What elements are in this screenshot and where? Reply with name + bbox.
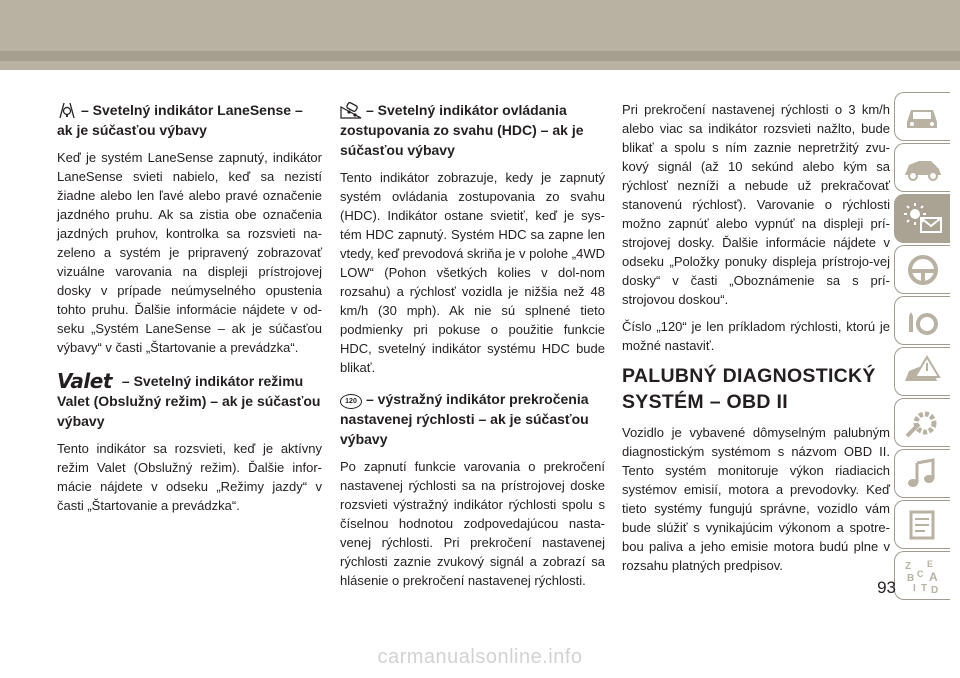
page-number: 93 [877, 578, 896, 597]
top-color-band [0, 0, 960, 70]
tab-index[interactable] [894, 551, 950, 600]
lanesense-icon [57, 101, 77, 119]
lanesense-heading [57, 100, 322, 140]
speed-warning-text-continued: Pri prekročení nastavenej rýchlosti o 3 km/h alebo viac sa indikátor rozsvieti nažlto, bude blikať a spolu s ním zaznie nepretržitý zvu-kový signál (až 10 sekúnd alebo kým sa rýchlosť nezníži a nebude už prekračovať stanovenú rýchlosť). Varovanie o rýchlosti možno zapnúť alebo vypnúť na displeji prí-strojovej dosky. Ďalšie informácie nájdete v odseku „Položky ponuky displeja prístrojo-vej dosky“ v časti „Oboznámenie sa s prí-strojovou doskou“. [622, 102, 890, 307]
watermark: carmanualsonline.info [377, 646, 583, 668]
column-2 [340, 100, 605, 598]
valet-logo-icon: Valet [57, 369, 112, 393]
tab-warning-lights[interactable] [894, 194, 950, 243]
index-letter: C [917, 569, 924, 579]
lanesense-heading-text: – Svetelný indikátor LaneSense – ak je súčasťou výbavy [57, 102, 303, 138]
top-band-strip [0, 51, 960, 61]
music-note-icon [901, 455, 945, 493]
tab-steering-wheel[interactable] [894, 245, 950, 294]
tab-car-side[interactable] [894, 143, 950, 192]
hill-descent-icon [340, 101, 362, 119]
wrench-gear-icon [901, 404, 945, 442]
chapter-tabs [894, 92, 950, 602]
hdc-heading [340, 100, 605, 160]
alphabet-index-icon [901, 557, 945, 595]
index-letter: E [927, 559, 934, 569]
index-letter: I [913, 583, 916, 594]
hdc-text: Tento indikátor zobrazuje, kedy je zapnutý systém ovládania zostupovania zo svahu (HDC). Indikátor ostane svietiť, keď je sys-tém HDC zapnutý. Systém HDC sa zapne len vtedy, keď prevodová skriňa je v polohe „4WD LOW“ (Pohon všetkých kolies v dol-nom rozsahu) a rýchlosť vozidla je nižšia než 48 km/h (30 mph). Ak nie sú splnené tieto podmienky pri pokuse o použitie funkcie HDC, svetelný indikátor systému HDC bude blikať. [340, 170, 605, 375]
valet-text: Tento indikátor sa rozsvieti, keď je aktívny režim Valet (Obslužný režim). Ďalšie infor-mácie nájdete v odseku „Režimy jazdy“ v časti „Štartovanie a prevádzka“. [57, 441, 322, 513]
tab-maintenance[interactable] [894, 398, 950, 447]
speed-warning-heading [340, 389, 605, 449]
speed-warning-text: Po zapnutí funkcie varovania o prekročení nastavenej rýchlosti sa na prístrojovej doske rozsvieti výstražný indikátor rýchlosti spolu s číselnou hodnotou zodpovedajúcou nasta-venej rýchlosti. Pri prekročení nastavenej rýchlosti zaznie zvukový signál a zobrazí sa hlásenie o prekročení nastavenej rýchlosti. [340, 459, 605, 588]
index-letter: B [907, 573, 915, 584]
tab-tools[interactable] [894, 296, 950, 345]
index-letter: D [931, 585, 939, 595]
tab-car-alert[interactable] [894, 347, 950, 396]
car-front-icon [901, 98, 945, 136]
lanesense-text: Keď je systém LaneSense zapnutý, indikátor LaneSense svieti nabielo, keď sa nezistí žiadne alebo len ľavé alebo pravé označenie jazdného pruhu. Ak sa zistia obe označenia jazdných pruhov, kontrolka sa rozsvieti na-zeleno a systém je pripravený zobrazovať vizuálne varovania na displeji prístrojovej dosky v prípade neúmyselného opustenia tohto pruhu. Ďalšie informácie nájdete v od-seku „Systém LaneSense – ak je súčasťou výbavy“ v časti „Štartovanie a prevádzka“. [57, 150, 322, 355]
index-letter: T [921, 583, 928, 594]
valet-heading [57, 371, 322, 431]
tab-car-front[interactable] [894, 92, 950, 141]
speed-limit-icon: 120 [340, 394, 362, 409]
column-1 [57, 100, 322, 523]
column-3 [622, 100, 890, 583]
tab-technical-data[interactable] [894, 500, 950, 549]
obd-text: Vozidlo je vybavené dômyselným palubným diagnostickým systémom s názvom OBD II. Tento systém monitoruje výkon riadiacich systémov emisií, motora a prevodovky. Keď tieto systémy fungujú správne, vozidlo vám bude slúžiť s vynikajúcim výkonom a spotre-bou paliva a jeho emisie motora budú plne v rozsahu platných predpisov. [622, 425, 890, 573]
index-letter: Z [905, 561, 912, 572]
index-letter: A [929, 570, 938, 584]
car-alert-icon [901, 353, 945, 391]
steering-wheel-icon [901, 251, 945, 289]
hdc-heading-text: – Svetelný indikátor ovládania zostupovania zo svahu (HDC) – ak je súčasťou výbavy [340, 102, 584, 158]
obd-heading: PALUBNÝ DIAGNOSTICKÝ SYSTÉM – OBD II [622, 365, 876, 413]
speed-example-note: Číslo „120“ je len príkladom rýchlosti, ktorú je možné nastaviť. [622, 319, 890, 353]
tab-multimedia[interactable] [894, 449, 950, 498]
warning-lights-envelope-icon [901, 200, 945, 238]
valet-heading-text: – Svetelný indikátor režimu Valet (Obslužný režim) – ak je súčasťou výbavy [57, 373, 321, 429]
car-side-icon [901, 149, 945, 187]
speed-warning-heading-text: – výstražný indikátor prekročenia nastavenej rýchlosti – ak je súčasťou výbavy [340, 391, 589, 447]
tools-icon [901, 302, 945, 340]
technical-data-icon [901, 506, 945, 544]
